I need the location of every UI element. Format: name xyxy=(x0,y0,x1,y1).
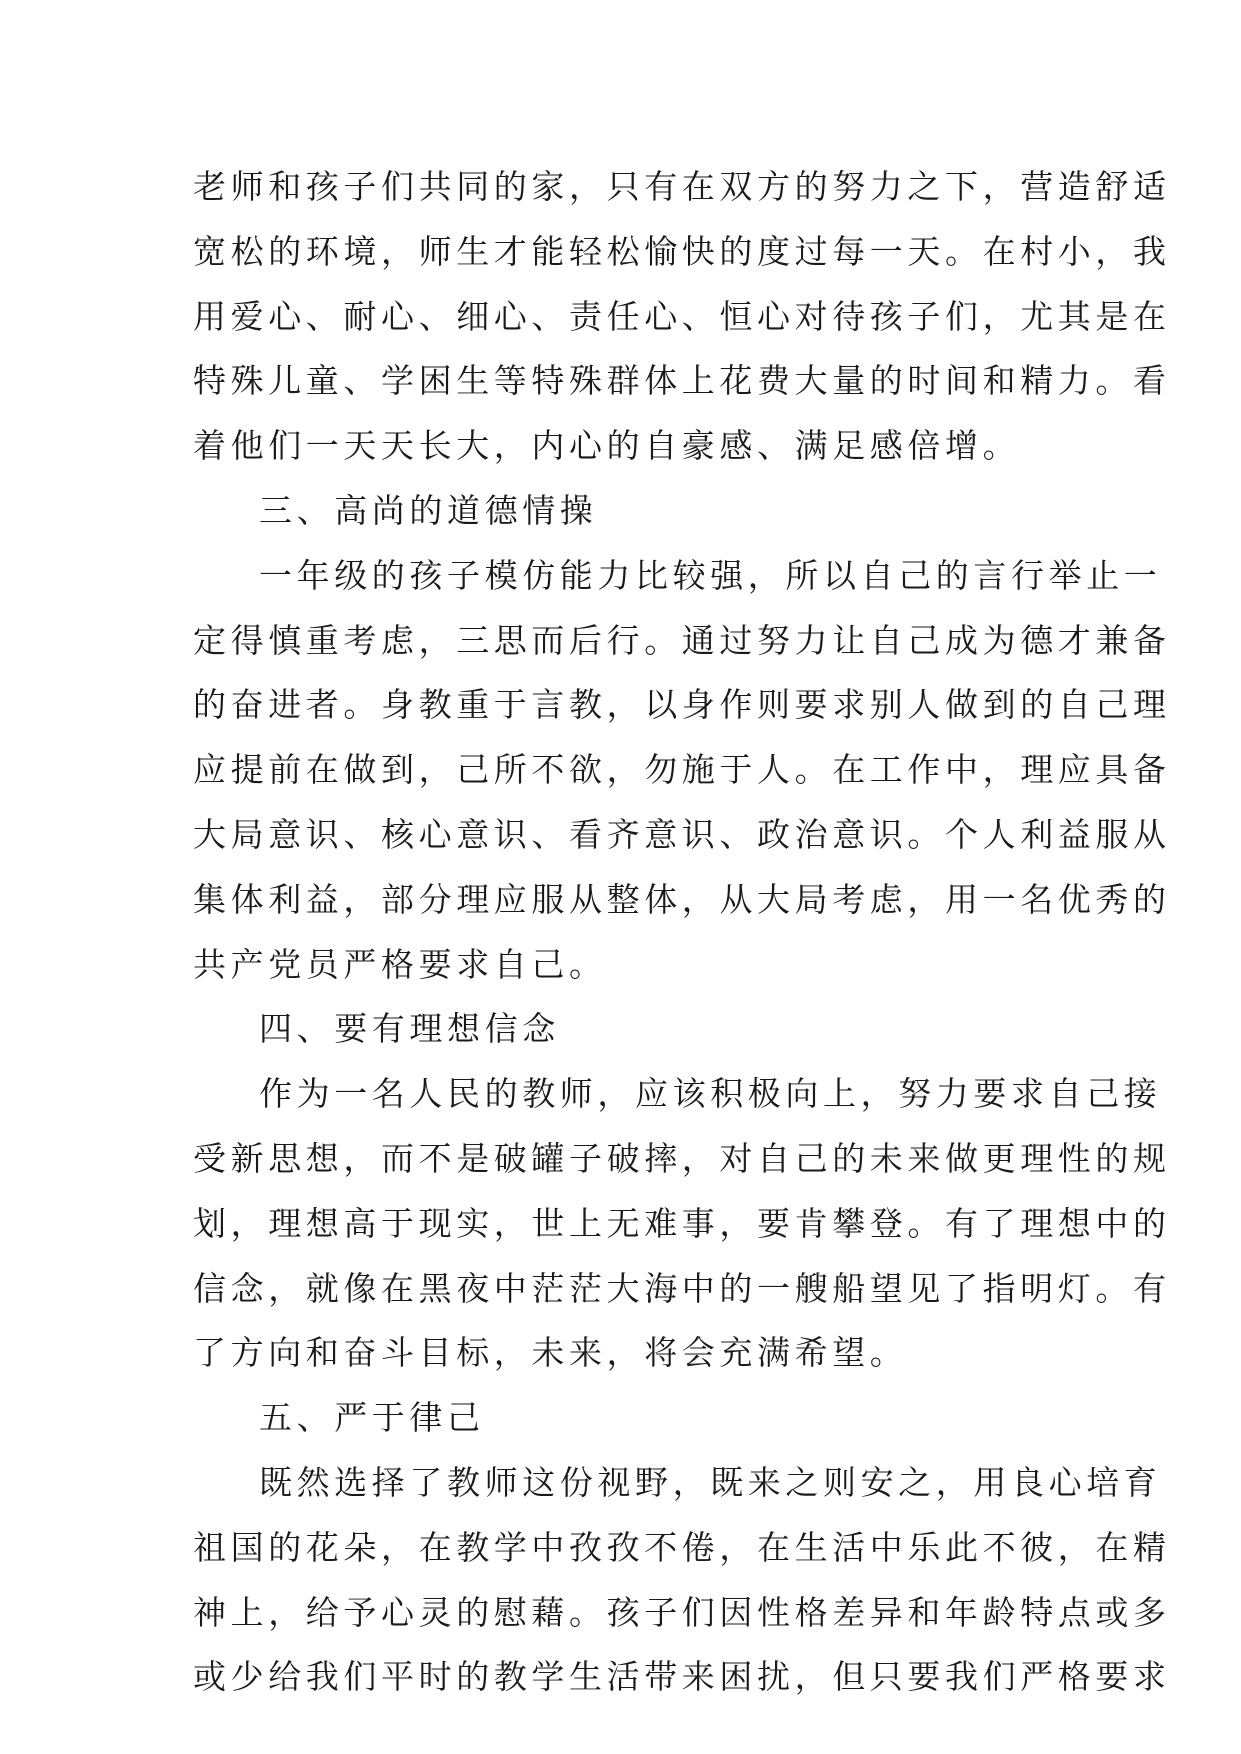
text-line: 特殊儿童、学困生等特殊群体上花费大量的时间和精力。看 xyxy=(193,361,1171,401)
text-line: 一年级的孩子模仿能力比较强，所以自己的言行举止一 xyxy=(259,555,1162,595)
text-line: 共产党员严格要求自己。 xyxy=(193,944,607,984)
text-line: 定得慎重考虑，三思而后行。通过努力让自己成为德才兼备 xyxy=(193,620,1171,660)
text-line: 五、严于律己 xyxy=(259,1398,485,1438)
text-line: 用爱心、耐心、细心、责任心、恒心对待孩子们，尤其是在 xyxy=(193,296,1171,336)
document-body xyxy=(193,155,1171,1710)
text-line: 既然选择了教师这份视野，既来之则安之，用良心培育 xyxy=(259,1462,1162,1502)
text-line: 作为一名人民的教师，应该积极向上，努力要求自己接 xyxy=(259,1074,1162,1114)
text-line: 的奋进者。身教重于言教，以身作则要求别人做到的自己理 xyxy=(193,685,1171,725)
text-line: 划，理想高于现实，世上无难事，要肯攀登。有了理想中的 xyxy=(193,1203,1171,1243)
text-line: 老师和孩子们共同的家，只有在双方的努力之下，营造舒适 xyxy=(193,167,1171,206)
text-line: 或少给我们平时的教学生活带来困扰，但只要我们严格要求 xyxy=(193,1657,1171,1697)
text-line: 应提前在做到，己所不欲，勿施于人。在工作中，理应具备 xyxy=(193,750,1171,790)
text-line: 四、要有理想信念 xyxy=(259,1009,560,1049)
text-line: 受新思想，而不是破罐子破摔，对自己的未来做更理性的规 xyxy=(193,1138,1171,1178)
text-line: 集体利益，部分理应服从整体，从大局考虑，用一名优秀的 xyxy=(193,879,1171,919)
text-line: 着他们一天天长大，内心的自豪感、满足感倍增。 xyxy=(193,426,1021,466)
text-line: 神上，给予心灵的慰藉。孩子们因性格差异和年龄特点或多 xyxy=(193,1592,1171,1632)
text-line: 了方向和奋斗目标，未来，将会充满希望。 xyxy=(193,1333,908,1373)
text-line: 宽松的环境，师生才能轻松愉快的度过每一天。在村小，我 xyxy=(193,231,1171,271)
text-line: 信念，就像在黑夜中茫茫大海中的一艘船望见了指明灯。有 xyxy=(193,1268,1171,1308)
text-line: 大局意识、核心意识、看齐意识、政治意识。个人利益服从 xyxy=(193,814,1171,854)
text-line: 三、高尚的道德情操 xyxy=(259,490,598,530)
text-line: 祖国的花朵，在教学中孜孜不倦，在生活中乐此不彼，在精 xyxy=(193,1527,1171,1567)
